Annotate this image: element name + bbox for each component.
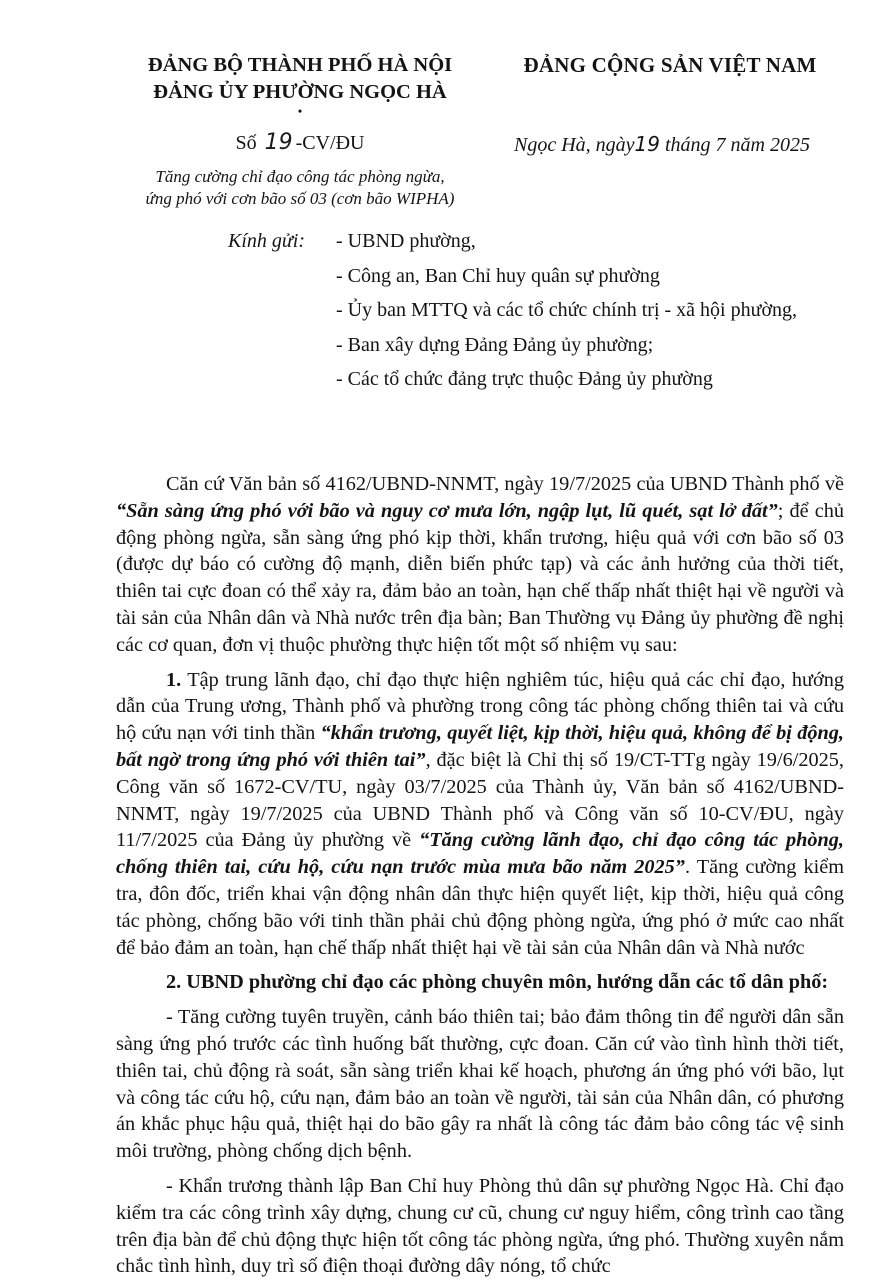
country-block — [500, 52, 840, 158]
basis-text-cont: ; để chủ động phòng ngừa, sẵn sàng ứng phó kịp thời, khẩn trương, hiệu quả với cơn bão số 03 (được dự báo có cường độ mạnh, diễn biến phức tạp) và các ảnh hưởng của thời tiết, thiên tai cực đoan có thể xảy ra, đảm bảo an toàn, hạn chế thấp nhất thiệt hại về người và tài sản của Nhân dân và Nhà nước trên địa bàn; Ban Thường vụ Đảng ủy phường đề nghị các cơ quan, đơn vị thuộc phường thực hiện tốt một số nhiệm vụ sau: — [116, 499, 844, 656]
document-number-prefix: Số — [235, 132, 257, 154]
subject-line-1: Tăng cường chỉ đạo công tác phòng ngừa, — [155, 167, 445, 186]
recipient-row — [228, 332, 848, 358]
issuer-block — [120, 52, 480, 210]
recipient-item: - Ủy ban MTTQ và các tổ chức chính trị - xã hội phường, — [336, 299, 798, 321]
subject-line-2: ứng phó với cơn bão số 03 (cơn bão WIPHA) — [145, 189, 455, 208]
task-1-quote-2: “Tăng cường lãnh đạo, chỉ đạo công tác phòng, chống thiên tai, cứu hộ, cứu nạn trước mùa mưa bão năm 2025” — [116, 829, 845, 879]
paragraph-task-1 — [116, 667, 844, 962]
basis-text: Căn cứ Văn bản số 4162/UBND-NNMT, ngày 19/7/2025 của UBND Thành phố về — [166, 473, 844, 495]
document-date — [500, 131, 840, 158]
document-number-handwritten: 19 — [264, 130, 293, 155]
party-name-heading: ĐẢNG CỘNG SẢN VIỆT NAM — [523, 53, 817, 77]
recipient-row — [228, 297, 848, 323]
paragraph-basis — [116, 471, 844, 659]
task-1-text: Tập trung lãnh đạo, chỉ đạo thực hiện nghiêm túc, hiệu quả các chỉ đạo, hướng dẫn của Trung ương, Thành phố và phường trong công tác phòng chống thiên tai và cứu hộ cứu nạn với tinh thần — [116, 668, 844, 745]
recipients-block — [228, 228, 848, 401]
paragraph-task-2-item-1: - Tăng cường tuyên truyền, cảnh báo thiên tai; bảo đảm thông tin để người dân sẵn sàng ứng phó trước các tình huống bất thường, cực đoan. Căn cứ vào tình hình thời tiết, thiên tai, chủ động rà soát, sẵn sàng triển khai kế hoạch, phương án ứng phó với bão, lụt và công tác cứu hộ, cứu nạn, đảm bảo an toàn về người, tài sản của Nhân dân, có phương án khắc phục hậu quả, thiệt hại do bão gây ra nhất là công tác đảm bảo công tác vệ sinh môi trường, phòng chống dịch bệnh. — [116, 1006, 844, 1163]
paragraph-task-2: 2. UBND phường chỉ đạo các phòng chuyên môn, hướng dẫn các tổ dân phố: — [166, 971, 829, 994]
task-1-quote: “khẩn trương, quyết liệt, kịp thời, hiệu quả, không để bị động, bất ngờ trong ứng phó với thiên tai” — [116, 722, 844, 771]
recipient-row — [228, 228, 848, 254]
document-body — [116, 471, 844, 1280]
date-prefix: Ngọc Hà, ngày — [514, 134, 635, 156]
issuer-parent-org: ĐẢNG BỘ THÀNH PHỐ HÀ NỘI — [147, 54, 453, 76]
issuer-org: ĐẢNG ỦY PHƯỜNG NGỌC HÀ — [153, 81, 447, 103]
task-1-text-end: . Tăng cường kiểm tra, đôn đốc, triển khai vận động nhân dân thực hiện quyết liệt, kịp thời, hiệu quả công tác phòng, chống bão với tinh thần phải chủ động phòng ngừa, ứng phó ở mức cao nhất để bảo đảm an toàn, hạn chế thấp nhất thiệt hại về tài sản của Nhân dân và Nhà nước — [116, 856, 845, 959]
recipient-row — [228, 366, 848, 392]
date-suffix: tháng 7 năm 2025 — [665, 134, 810, 156]
document-number — [120, 130, 480, 156]
recipients-label: Kính gửi: — [228, 230, 306, 252]
document-number-suffix: -CV/ĐU — [295, 132, 365, 154]
recipient-item: - Các tổ chức đảng trực thuộc Đảng ủy phường — [336, 368, 713, 390]
recipient-item: - Công an, Ban Chỉ huy quân sự phường — [336, 264, 660, 287]
task-number: 1. — [166, 668, 182, 691]
separator-dot: • — [297, 104, 303, 118]
recipient-item: - UBND phường, — [336, 230, 476, 252]
document-subject — [120, 166, 480, 210]
date-day-handwritten: 19 — [634, 132, 660, 156]
paragraph-task-2-item-2: - Khẩn trương thành lập Ban Chỉ huy Phòng thủ dân sự phường Ngọc Hà. Chỉ đạo kiểm tra các công trình xây dựng, chung cư cũ, chung cư nguy hiểm, công trình cao tầng trên địa bàn để chủ động thực hiện tốt công tác phòng ngừa, ứng phó. Thường xuyên nắm chắc tình hình, duy trì số điện thoại đường dây nóng, tổ chức — [116, 1174, 844, 1278]
basis-quote: “Sẵn sàng ứng phó với bão và nguy cơ mưa lớn, ngập lụt, lũ quét, sạt lở đất” — [116, 499, 778, 522]
task-1-text-cont: , đặc biệt là Chỉ thị số 19/CT-TTg ngày 19/6/2025, Công văn số 1672-CV/TU, ngày 03/7/2025 của Thành ủy, Văn bản số 4162/UBND-NNMT, ngày 19/7/2025 của UBND Thành phố và Công văn số 10-CV/ĐU, ngày 11/7/2025 của Đảng ủy phường về — [116, 748, 844, 852]
recipient-item: - Ban xây dựng Đảng Đảng ủy phường; — [336, 333, 654, 356]
recipient-row — [228, 263, 848, 289]
